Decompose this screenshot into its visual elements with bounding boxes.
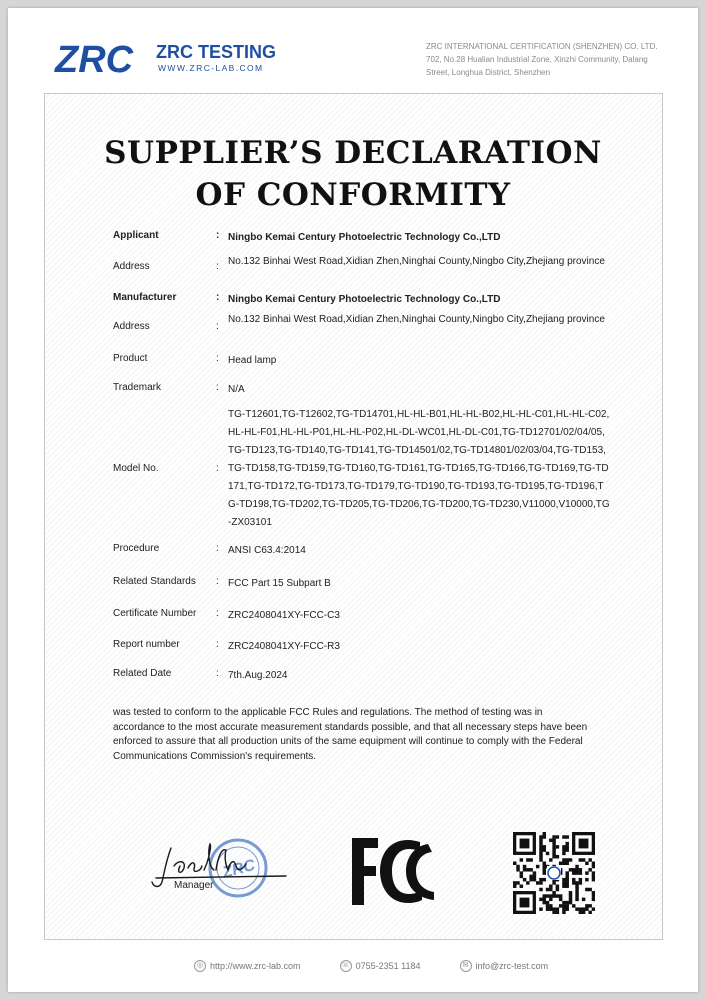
company-address-line: ZRC INTERNATIONAL CERTIFICATION (SHENZHEN) CO. LTD.	[426, 42, 658, 51]
product-value: Head lamp	[228, 355, 277, 366]
trademark-label: Trademark	[113, 382, 161, 393]
company-address-line: 702, No.28 Hualian Industrial Zone, Xinzhi Community, Dalang	[426, 55, 648, 64]
globe-icon: ◎	[194, 960, 206, 972]
company-address-line: Street, Longhua District, Shenzhen	[426, 68, 551, 77]
procedure-value: ANSI C63.4:2014	[228, 545, 306, 556]
footer-phone: 0755-2351 1184	[355, 961, 421, 971]
trademark-value: N/A	[228, 384, 245, 395]
zrc-logo	[53, 34, 283, 84]
signature-area	[96, 836, 306, 906]
applicant-address-value: No.132 Binhai West Road,Xidian Zhen,Ninghai County,Ningbo City,Zhejiang province	[228, 256, 605, 267]
footer-website[interactable]: http://www.zrc-lab.com	[210, 961, 301, 971]
related-standards-value: FCC Part 15 Subpart B	[228, 578, 331, 589]
stamp-text: ZRC	[220, 856, 257, 882]
brand-name: ZRC TESTING	[156, 42, 276, 62]
related-standards-label: Related Standards	[113, 576, 196, 587]
certificate-number-label: Certificate Number	[113, 608, 197, 619]
product-label: Product	[113, 353, 148, 364]
fcc-logo	[348, 834, 440, 909]
model-no-value: TG-T12601,TG-T12602,TG-TD14701,HL-HL-B01,HL-HL-B02,HL-HL-C01,HL-HL-C02,HL-HL-F01,HL-HL-P01,HL-HL-P02,HL-DL-WC01,HL-DL-C01,TG-TD12701/02/04/05,TG-TD123,TG-TD140,TG-TD141,TG-TD14501/02,TG-TD14801/02/03/04,TG-TD153,TG-TD158,TG-TD159,TG-TD160,TG-TD161,TG-TD165,TG-TD166,TG-TD169,TG-TD171,TG-TD172,TG-TD173,TG-TD179,TG-TD190,TG-TD193,TG-TD195,TG-TD196,TG-TD198,TG-TD202,TG-TD205,TG-TD206,TG-TD200,TG-TD230,V11000,V10000,TG-ZX03101	[228, 409, 610, 528]
model-no-label: Model No.	[113, 463, 159, 474]
company-address	[426, 40, 686, 79]
manufacturer-value: Ningbo Kemai Century Photoelectric Technology Co.,LTD	[228, 294, 501, 305]
contact-footer	[194, 960, 548, 972]
logo-mark: ZRC	[55, 39, 134, 81]
report-number-value: ZRC2408041XY-FCC-R3	[228, 641, 340, 652]
procedure-label: Procedure	[113, 543, 160, 554]
related-date-value: 7th.Aug.2024	[228, 670, 288, 681]
qr-code	[513, 832, 595, 914]
applicant-value: Ningbo Kemai Century Photoelectric Technology Co.,LTD	[228, 232, 501, 243]
brand-url: WWW.ZRC-LAB.COM	[158, 63, 264, 73]
manufacturer-address-value: No.132 Binhai West Road,Xidian Zhen,Ninghai County,Ningbo City,Zhejiang province	[228, 314, 605, 325]
manufacturer-address-label: Address	[113, 321, 150, 332]
report-number-label: Report number	[113, 639, 180, 650]
related-date-label: Related Date	[113, 668, 172, 679]
certificate-page: ZRC ZRC TESTING WWW.ZRC-LAB.COM ZRC INTERNATIONAL CERTIFICATION (SHENZHEN) CO. LTD. 702, No.28 Hualian Industrial Zone, Xinzhi Community, Dalang Street, Longhua District, Shenzhen SUPPLIER’S DECLARATION OF CONFORMITY Applicant : Ningbo Kemai Century Photoelectric Technology Co.,LTD Address : No.132 Binhai West Road,Xidian Zhen,Ninghai County,Ningbo City,Zhejiang province Manufacturer : Ningbo Kemai Century Photoelectric Technology Co.,LTD Address : No.132 Binhai West Road,Xidian Zhen,Ninghai County,Ningbo City,Zhejiang province Product : Head lamp Trademark : N/A Model No. : TG-T12601,TG-T12602,TG-TD14701,HL-HL-B01,HL-HL-B02,HL-HL-C01,HL-HL-C02,HL-HL-F01,HL-HL-P01,HL-HL-P02,HL-DL-WC01,HL-DL-C01,TG-TD12701/02/04/05,TG-TD123,TG-TD140,TG-TD141,TG-TD14501/02,TG-TD14801/02/03/04,TG-TD153,TG-TD158,TG-TD159,TG-TD160,TG-TD161,TG-TD165,TG-TD166,TG-TD169,TG-TD171,TG-TD172,TG-TD173,TG-TD179,TG-TD190,TG-TD193,TG-TD195,TG-TD196,TG-TD198,TG-TD202,TG-TD205,TG-TD206,TG-TD200,TG-TD230,V11000,V10000,TG-ZX03101 Procedure : ANSI C63.4:2014 Related Standards : FCC Part 15 Subpart B Certificate Number : ZRC2408041XY-FCC-C3 Report number : ZRC2408041XY-FCC-R3 Related Date : 7th.Aug.2024 was tested to conform to the applicable FCC Rules and regulations. The method of testing was in accordance to the most accurate measurement standards possible, and that all necessary steps have been enforced to assure that all production units of the same equipment will continue to comply with the Federal Communications Commission's requirements. ZRC Manager FCC ◎ http://www.zrc-lab.com ☏ 0755-2351 1184 ✉ info@zrc-test.com	[8, 8, 698, 992]
phone-icon: ☏	[340, 960, 352, 972]
footer-email[interactable]: info@zrc-test.com	[475, 961, 549, 971]
manufacturer-label: Manufacturer	[113, 292, 177, 303]
certificate-number-value: ZRC2408041XY-FCC-C3	[228, 610, 340, 621]
mail-icon: ✉	[460, 960, 472, 972]
conformity-statement: was tested to conform to the applicable FCC Rules and regulations. The method of testing was in accordance to the most accurate measurement standards possible, and that all necessary steps have been enforced to assure that all production units of the same equipment will continue to comply with the Federal Communications Commission's requirements.	[113, 707, 588, 762]
signer-title: Manager	[174, 880, 214, 891]
zrc-stamp	[210, 840, 266, 896]
applicant-label: Applicant	[113, 230, 159, 241]
fcc-logo-text: FCC	[350, 907, 355, 909]
document-title: SUPPLIER’S DECLARATION OF CONFORMITY	[104, 135, 602, 213]
applicant-address-label: Address	[113, 261, 150, 272]
